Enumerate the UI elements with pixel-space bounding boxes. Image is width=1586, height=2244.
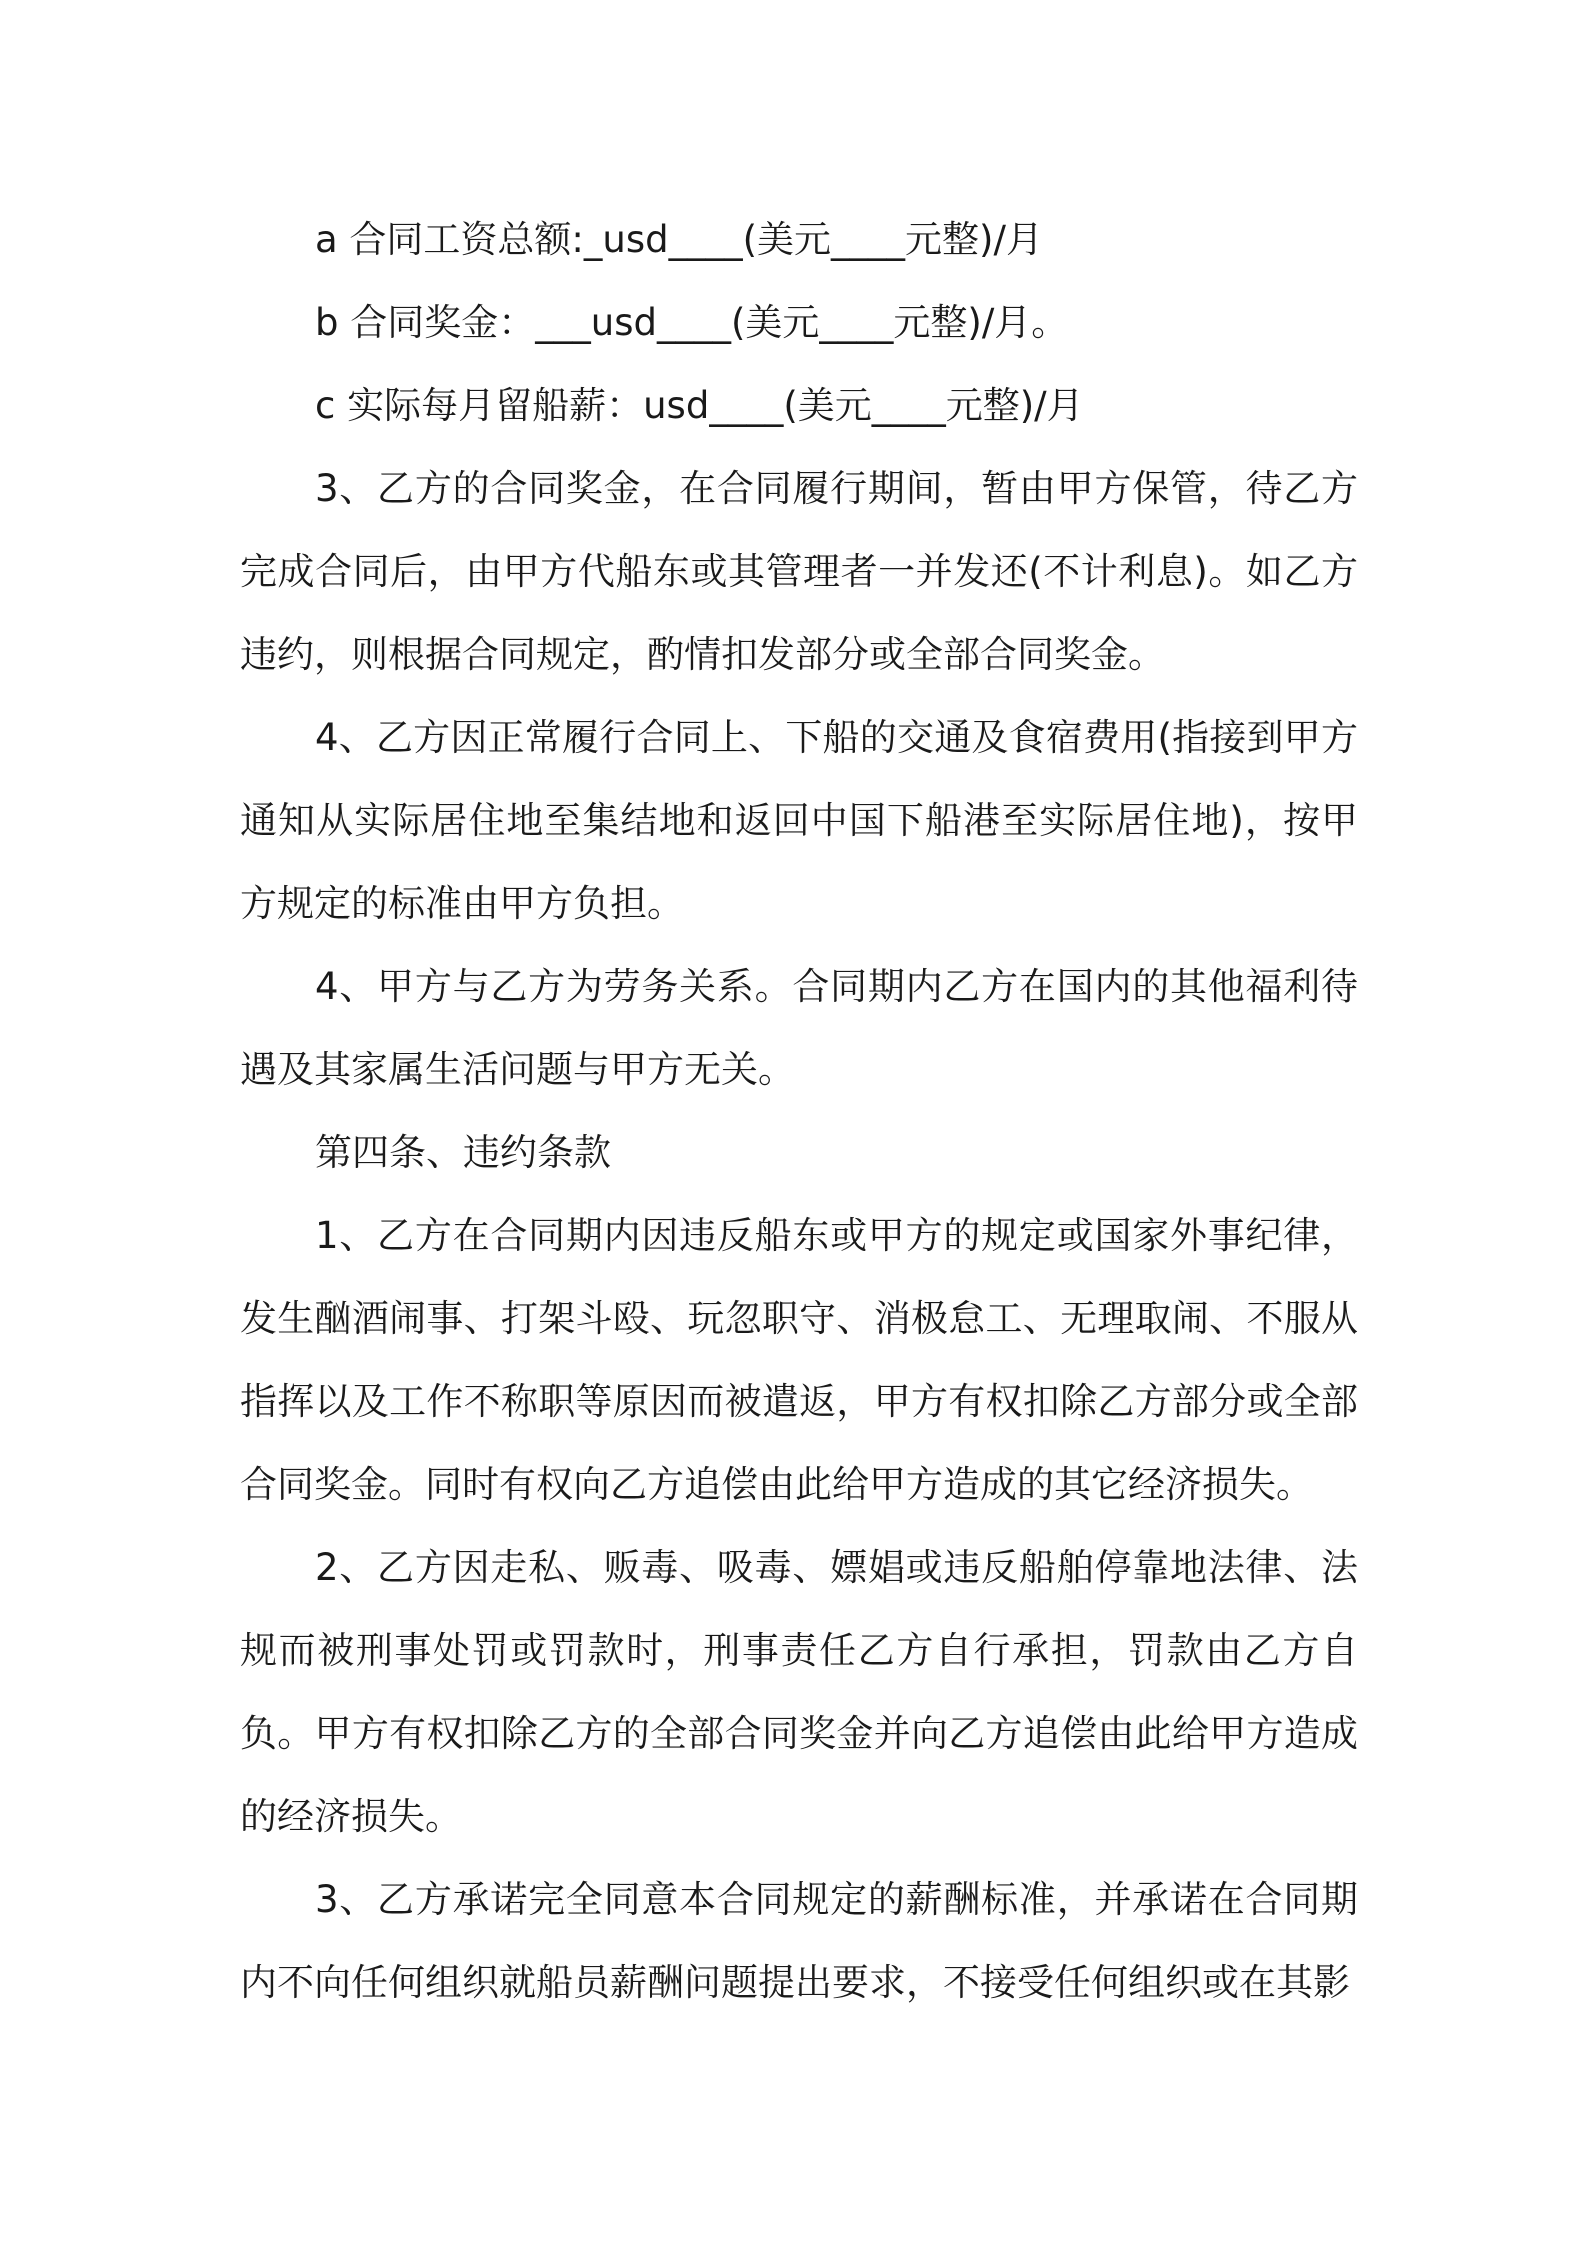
paragraph-clause-4-relation: 4、甲方与乙方为劳务关系。合同期内乙方在国内的其他福利待遇及其家属生活问题与甲方无关。 [240,965,1358,1091]
paragraph-breach-1: 1、乙方在合同期内因违反船东或甲方的规定或国家外事纪律，发生酗酒闹事、打架斗殴、玩忽职守、消极怠工、无理取闹、不服从指挥以及工作不称职等原因而被遣返，甲方有权扣除乙方部分或全部合同奖金。同时有权向乙方追偿由此给甲方造成的其它经济损失。 [240,1214,1358,1506]
paragraph-breach-2: 2、乙方因走私、贩毒、吸毒、嫖娼或违反船舶停靠地法律、法规而被刑事处罚或罚款时，刑事责任乙方自行承担，罚款由乙方自负。甲方有权扣除乙方的全部合同奖金并向乙方追偿由此给甲方造成的经济损失。 [240,1546,1358,1838]
paragraph-onboard-pay: c 实际每月留船薪：usd____(美元____元整)/月 [315,384,1084,427]
section-heading-article-4: 第四条、违约条款 [315,1131,611,1174]
paragraph-bonus: b 合同奖金：___usd____(美元____元整)/月。 [315,301,1069,344]
paragraph-wage-total: a 合同工资总额:_usd____(美元____元整)/月 [315,218,1043,261]
paragraph-clause-4-travel: 4、乙方因正常履行合同上、下船的交通及食宿费用(指接到甲方通知从实际居住地至集结地和返回中国下船港至实际居住地)，按甲方规定的标准由甲方负担。 [240,716,1358,925]
document-body [240,198,1358,2024]
paragraph-clause-3: 3、乙方的合同奖金，在合同履行期间，暂由甲方保管，待乙方完成合同后，由甲方代船东或其管理者一并发还(不计利息)。如乙方违约，则根据合同规定，酌情扣发部分或全部合同奖金。 [240,467,1358,676]
paragraph-breach-3: 3、乙方承诺完全同意本合同规定的薪酬标准，并承诺在合同期内不向任何组织就船员薪酬问题提出要求，不接受任何组织或在其影 [240,1878,1358,2004]
